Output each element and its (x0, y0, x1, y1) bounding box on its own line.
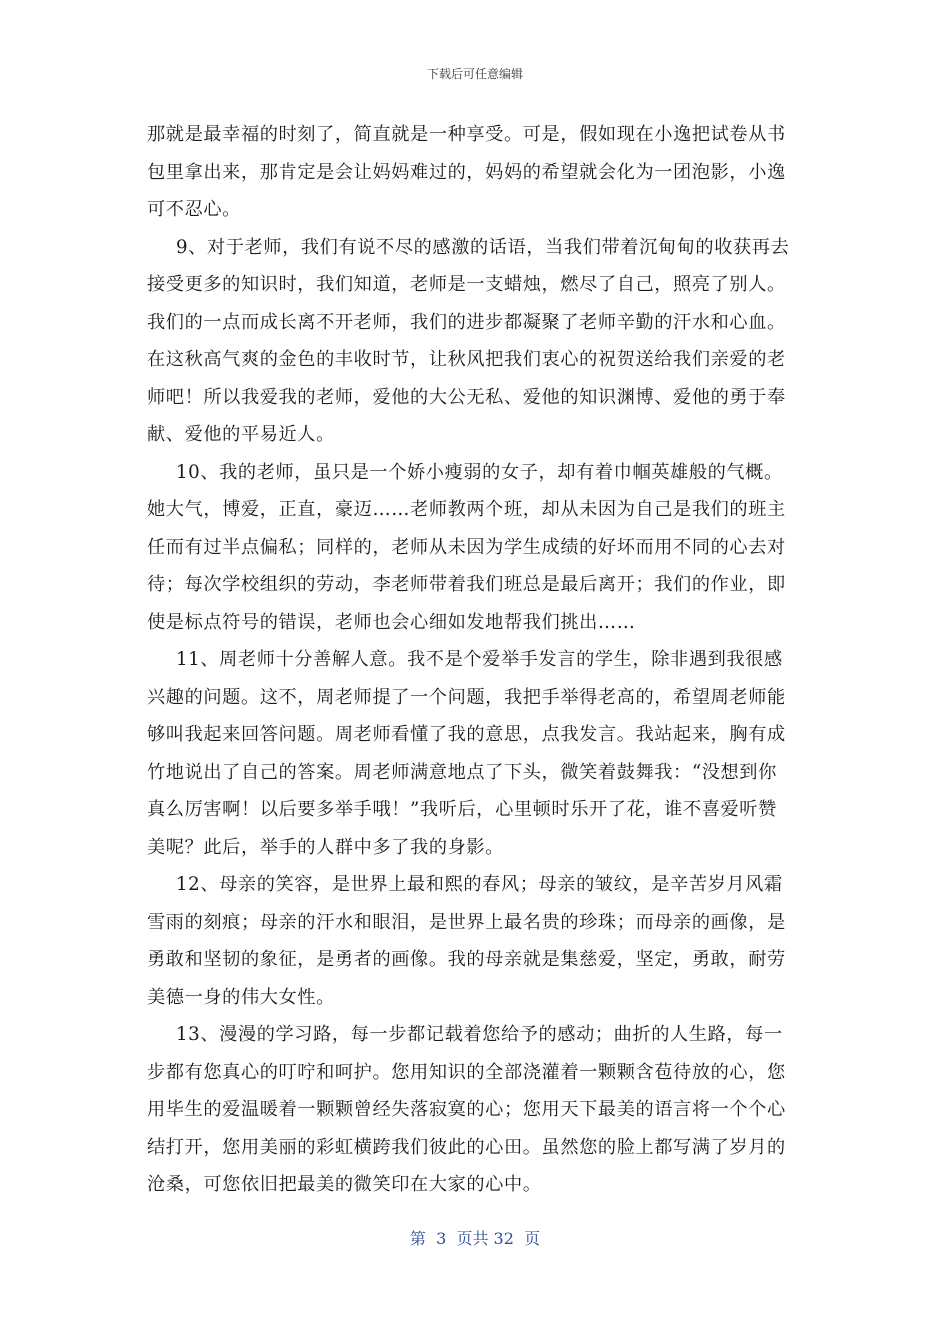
page-footer: 第 3 页共 32 页 (409, 1229, 541, 1248)
text-line: 美呢？此后，举手的人群中多了我的身影。 (147, 836, 504, 858)
text-line: 那就是最幸福的时刻了，简直就是一种享受。可是，假如现在小逸把试卷从书 (147, 124, 786, 145)
page-header: 下载后可任意编辑 (426, 67, 523, 81)
text-line: 用毕生的爱温暖着一颗颗曾经失落寂寞的心；您用天下最美的语言将一个个心 (147, 1099, 786, 1120)
text-line: 13、漫漫的学习路，每一步都记载着您给予的感动；曲折的人生路，每一 (176, 1024, 783, 1045)
text-line: 勇敢和坚韧的象征，是勇者的画像。我的母亲就是集慈爱，坚定，勇敢，耐劳 (147, 949, 786, 970)
paragraph (147, 866, 807, 1016)
text-line: 步都有您真心的叮咛和呵护。您用知识的全部浇灌着一颗颗含苞待放的心，您 (147, 1061, 786, 1083)
text-line: 包里拿出来，那肯定是会让妈妈难过的，妈妈的希望就会化为一团泡影，小逸 (147, 161, 786, 183)
text-line: 真么厉害啊！以后要多举手哦！”我听后，心里顿时乐开了花，谁不喜爱听赞 (147, 799, 777, 820)
text-line: 美德一身的伟大女性。 (147, 986, 335, 1008)
paragraph (147, 116, 807, 229)
text-line: 9、对于老师，我们有说不尽的感激的话语，当我们带着沉甸甸的收获再去 (176, 236, 790, 258)
text-line: 结打开，您用美丽的彩虹横跨我们彼此的心田。虽然您的脸上都写满了岁月的 (147, 1136, 786, 1158)
text-line: 12、母亲的笑容，是世界上最和熙的春风；母亲的皱纹，是辛苦岁月风霜 (176, 874, 783, 895)
text-line: 可不忍心。 (147, 199, 241, 220)
text-line: 待；每次学校组织的劳动，李老师带着我们班总是最后离开；我们的作业，即 (147, 574, 786, 595)
text-line: 11、周老师十分善解人意。我不是个爱举手发言的学生，除非遇到我很感 (176, 649, 783, 670)
text-line: 接受更多的知识时，我们知道，老师是一支蜡烛，燃尽了自己，照亮了别人。 (147, 274, 786, 295)
paragraph (147, 229, 807, 454)
paragraph (147, 1016, 807, 1204)
paragraph (147, 641, 807, 866)
paragraph (147, 454, 807, 642)
text-line: 她大气，博爱，正直，豪迈……老师教两个班，却从未因为自己是我们的班主 (147, 499, 786, 520)
text-line: 够叫我起来回答问题。周老师看懂了我的意思，点我发言。我站起来，胸有成 (147, 724, 786, 745)
text-line: 10、我的老师，虽只是一个娇小瘦弱的女子，却有着巾帼英雄般的气概。 (176, 461, 783, 483)
text-line: 竹地说出了自己的答案。周老师满意地点了下头，微笑着鼓舞我：“没想到你 (147, 761, 777, 783)
text-line: 在这秋高气爽的金色的丰收时节，让秋风把我们衷心的祝贺送给我们亲爱的老 (147, 349, 786, 370)
text-line: 使是标点符号的错误，老师也会心细如发地帮我们挑出…… (147, 611, 636, 633)
document-body (147, 116, 807, 1204)
text-line: 任而有过半点偏私；同样的，老师从未因为学生成绩的好坏而用不同的心去对 (147, 536, 786, 558)
text-line: 我们的一点而成长离不开老师，我们的进步都凝聚了老师辛勤的汗水和心血。 (147, 311, 786, 333)
text-line: 沧桑，可您依旧把最美的微笑印在大家的心中。 (147, 1174, 542, 1195)
text-line: 师吧！所以我爱我的老师，爱他的大公无私、爱他的知识渊博、爱他的勇于奉 (147, 386, 786, 408)
text-line: 献、爱他的平易近人。 (147, 424, 335, 445)
text-line: 兴趣的问题。这不，周老师提了一个问题，我把手举得老高的，希望周老师能 (147, 686, 786, 708)
text-line: 雪雨的刻痕；母亲的汗水和眼泪，是世界上最名贵的珍珠；而母亲的画像，是 (147, 911, 786, 933)
